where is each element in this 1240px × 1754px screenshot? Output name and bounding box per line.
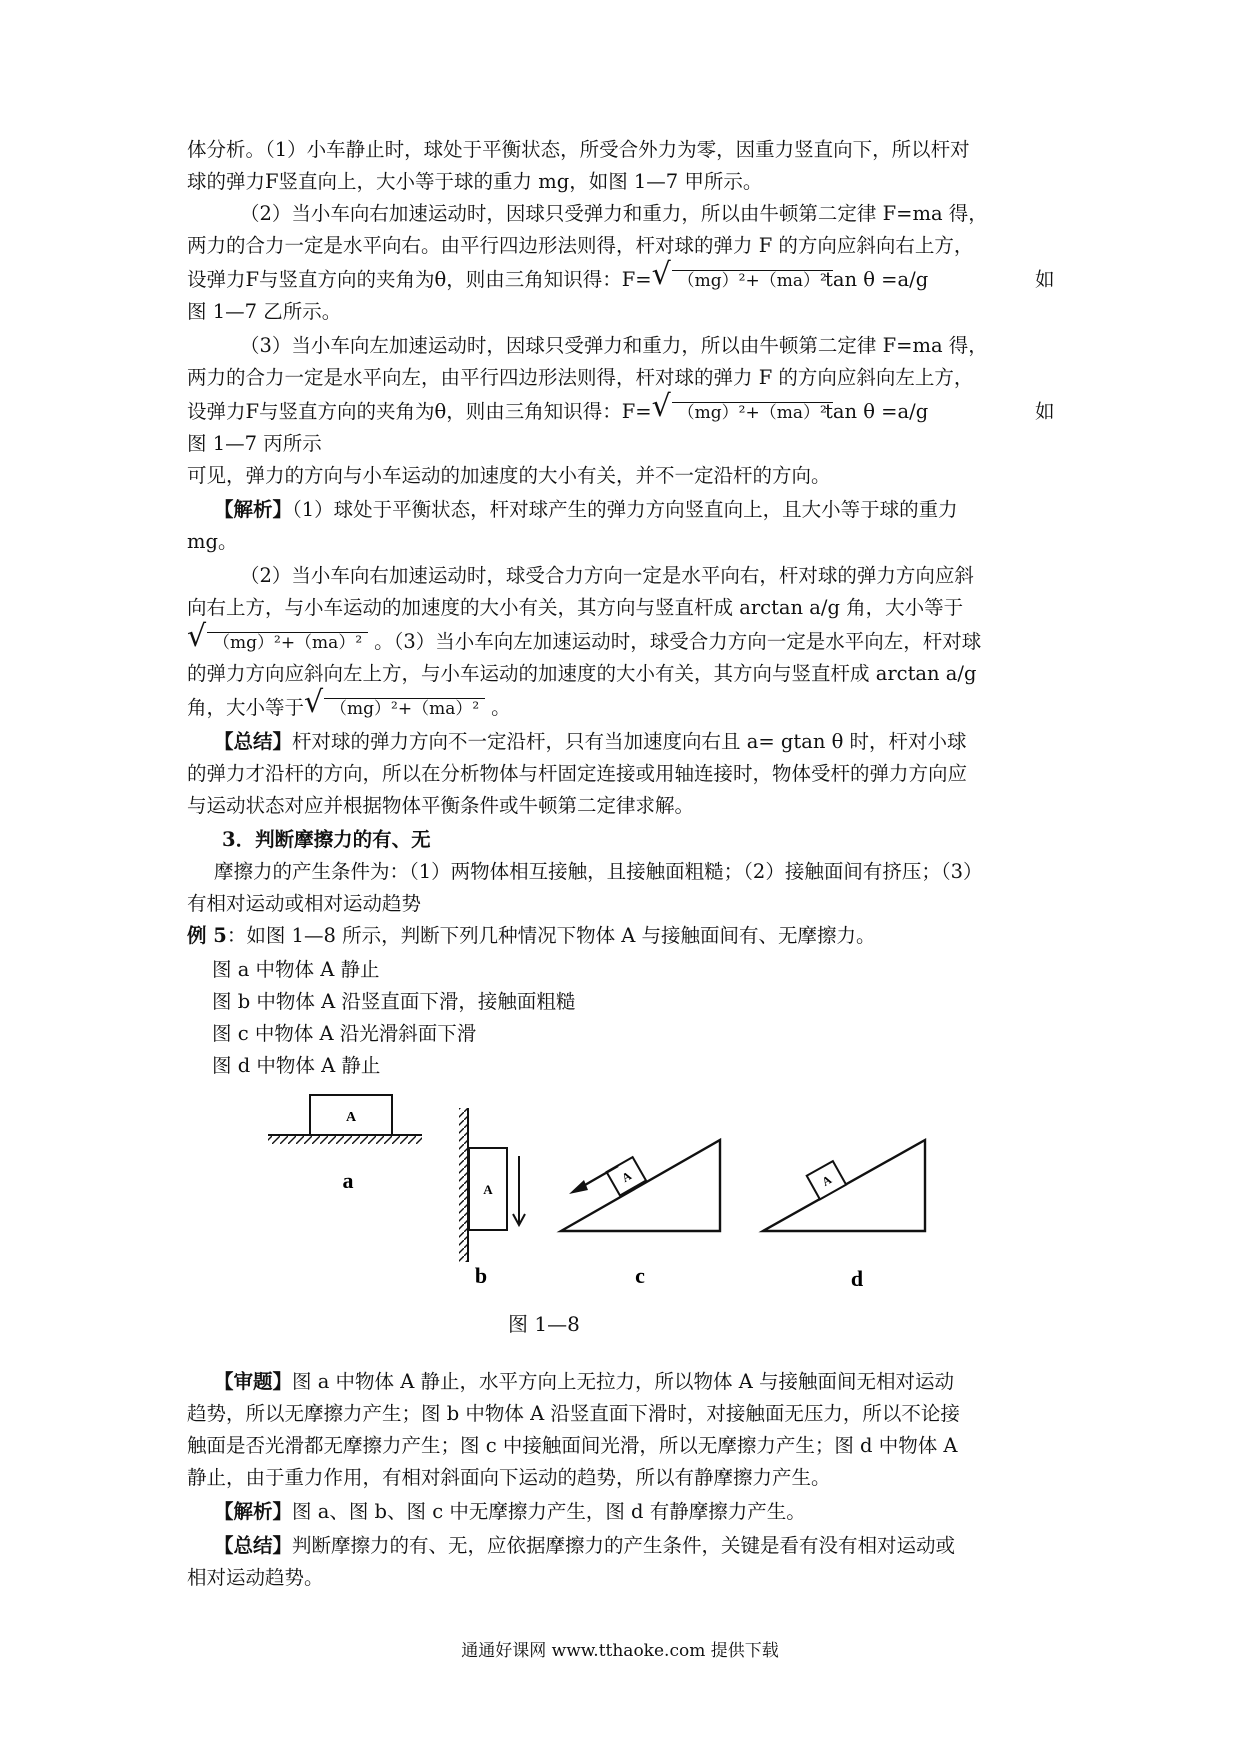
paragraph-text: 。（3）当小车向左加速运动时，球受合力方向一定是水平向左，杆对球: [374, 630, 982, 653]
sqrt-body: （mg）²+（ma）²: [324, 698, 485, 719]
figure-label-c: c: [635, 1263, 645, 1288]
paragraph-line: 摩擦力的产生条件为：（1）两物体相互接触，且接触面粗糙；（2）接触面间有挤压；（3）: [214, 860, 983, 883]
section-heading: 3．判断摩擦力的有、无: [222, 828, 431, 851]
sqrt-body: （mg）²+（ma）²: [672, 402, 833, 423]
case-line: 图 a 中物体 A 静止: [212, 958, 380, 981]
paragraph-line: 可见，弹力的方向与小车运动的加速度的大小有关，并不一定沿杆的方向。: [187, 464, 831, 487]
figure-caption: 图 1—8: [508, 1312, 580, 1336]
paragraph-line: 的弹力才沿杆的方向，所以在分析物体与杆固定连接或用轴连接时，物体受杆的弹力方向应: [187, 762, 968, 785]
paragraph-line: 静止，由于重力作用，有相对斜面向下运动的趋势，所以有静摩擦力产生。: [187, 1466, 831, 1489]
paragraph-line: [214, 1530, 1087, 1562]
figure-d: [763, 1140, 925, 1291]
formula-lead: 设弹力F与竖直方向的夹角为θ，则由三角知识得：F=: [187, 400, 652, 423]
paragraph-text: 。: [491, 696, 511, 719]
sqrt-symbol: √: [651, 257, 671, 292]
paragraph-line: 相对运动趋势。: [187, 1566, 324, 1589]
zongjie-text: 判断摩擦力的有、无，应依据摩擦力的产生条件，关键是看有没有相对运动或: [292, 1534, 956, 1557]
paragraph-line: （2）当小车向右加速运动时，因球只受弹力和重力，所以由牛顿第二定律 F=ma 得，: [240, 202, 988, 225]
sqrt-body: （mg）²+（ma）²: [207, 632, 368, 653]
block-label: A: [619, 1168, 634, 1185]
example-label: 例 5: [187, 924, 227, 947]
paragraph-line: 向右上方，与小车运动的加速度的大小有关，其方向与竖直杆成 arctan a/g 角，大小等于: [187, 596, 964, 619]
figure-b: [459, 1108, 525, 1288]
paragraph-line: （3）当小车向左加速运动时，因球只受弹力和重力，所以由牛顿第二定律 F=ma 得，: [240, 334, 988, 357]
trailing-ru: 如: [1035, 268, 1055, 291]
paragraph-line: 触面是否光滑都无摩擦力产生；图 c 中接触面间光滑，所以无摩擦力产生；图 d 中物体 A: [187, 1434, 958, 1457]
sqrt-body: （mg）²+（ma）²: [672, 270, 833, 291]
jiexi-text: 图 a、图 b、图 c 中无摩擦力产生，图 d 有静摩擦力产生。: [292, 1500, 806, 1523]
sqrt-symbol: √: [187, 619, 207, 654]
figure-c: [561, 1140, 720, 1288]
paragraph-line: 图 1—7 乙所示。: [187, 300, 342, 323]
tan-formula: tan θ =a/g: [825, 400, 929, 423]
figure-label-b: b: [474, 1263, 488, 1288]
shenti-text: 图 a 中物体 A 静止，水平方向上无拉力，所以物体 A 与接触面间无相对运动: [292, 1370, 954, 1393]
paragraph-line: 图 1—7 丙所示: [187, 432, 322, 455]
tan-formula: tan θ =a/g: [825, 268, 929, 291]
paragraph-line: 的弹力方向应斜向左上方，与小车运动的加速度的大小有关，其方向与竖直杆成 arctan a/g: [187, 662, 977, 685]
paragraph-line: 趋势，所以无摩擦力产生；图 b 中物体 A 沿竖直面下滑时，对接触面无压力，所以不论接: [187, 1402, 960, 1425]
zongjie-label: 【总结】: [214, 730, 293, 753]
sqrt-symbol: √: [304, 685, 324, 720]
paragraph-line: [214, 1496, 1087, 1528]
jiexi-label: 【解析】: [214, 1500, 293, 1523]
example-text: ：如图 1—8 所示，判断下列几种情况下物体 A 与接触面间有、无摩擦力。: [226, 924, 876, 947]
block-label: A: [483, 1182, 493, 1197]
zongjie-text: 杆对球的弹力方向不一定沿杆，只有当加速度向右且 a= gtan θ 时，杆对小球: [292, 730, 967, 753]
paragraph-line: 两力的合力一定是水平向右。由平行四边形法则得，杆对球的弹力 F 的方向应斜向右上方，: [187, 234, 974, 257]
paragraph-line: 与运动状态对应并根据物体平衡条件或牛顿第二定律求解。: [187, 794, 695, 817]
block-label: A: [819, 1172, 834, 1189]
page-footer: 通通好课网 www.tthaoke.com 提供下载: [461, 1641, 779, 1661]
block-label: A: [345, 1110, 357, 1125]
jiexi-label: 【解析】: [214, 498, 293, 521]
case-line: 图 c 中物体 A 沿光滑斜面下滑: [212, 1022, 477, 1045]
paragraph-line: 两力的合力一定是水平向左，由平行四边形法则得，杆对球的弹力 F 的方向应斜向左上方，: [187, 366, 974, 389]
shenti-label: 【审题】: [214, 1370, 293, 1393]
paragraph-text: 角，大小等于: [187, 696, 305, 719]
figure-label-a: a: [342, 1168, 354, 1193]
paragraph-line: [214, 1366, 1087, 1398]
zongjie-label: 【总结】: [214, 1534, 293, 1557]
figure-a: [268, 1095, 422, 1193]
paragraph-line: 有相对运动或相对运动趋势: [187, 892, 422, 915]
paragraph-line: 球的弹力F竖直向上，大小等于球的重力 mg，如图 1—7 甲所示。: [187, 170, 763, 193]
paragraph-line: 体分析。（1）小车静止时，球处于平衡状态，所受合外力为零，因重力竖直向下，所以杆对: [187, 138, 970, 161]
case-line: 图 b 中物体 A 沿竖直面下滑，接触面粗糙: [212, 990, 576, 1013]
trailing-ru: 如: [1035, 400, 1055, 423]
case-line: 图 d 中物体 A 静止: [212, 1054, 381, 1077]
figure-label-d: d: [850, 1266, 864, 1291]
jiexi-text: （1）球处于平衡状态，杆对球产生的弹力方向竖直向上，且大小等于球的重力: [292, 498, 958, 521]
formula-lead: 设弹力F与竖直方向的夹角为θ，则由三角知识得：F=: [187, 268, 652, 291]
paragraph-line: mg。: [187, 530, 238, 553]
paragraph-line: （2）当小车向右加速运动时，球受合力方向一定是水平向右，杆对球的弹力方向应斜: [240, 564, 974, 587]
sqrt-symbol: √: [651, 389, 671, 424]
